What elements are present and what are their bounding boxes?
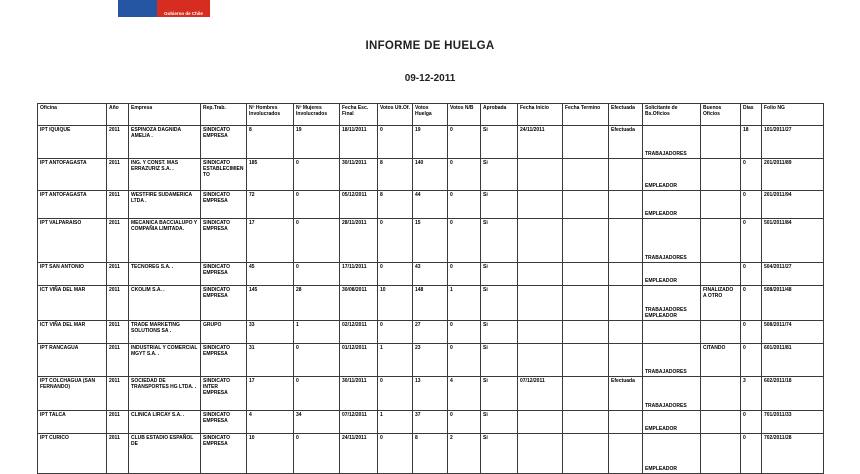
table-cell: 28/11/2011 [340, 219, 378, 263]
table-cell: 4 [247, 411, 294, 434]
table-cell: 1 [294, 321, 340, 344]
table-cell [609, 434, 643, 474]
table-cell: Si [481, 321, 518, 344]
table-cell: TRABAJADORES [643, 219, 701, 263]
table-cell [518, 434, 563, 474]
table-cell: SINDICATO EMPRESA [201, 219, 247, 263]
table-row [38, 377, 824, 411]
column-header-4: Rep.Trab. [201, 104, 247, 126]
table-cell: 701/2011/33 [762, 411, 824, 434]
table-cell: EMPLEADOR [643, 411, 701, 434]
table-cell [563, 377, 609, 411]
table-cell: CLUB ESTADIO ESPAÑOL DE [129, 434, 201, 474]
table-cell: 10 [247, 434, 294, 474]
table-cell [701, 321, 741, 344]
table-cell: INDUSTRIAL Y COMERCIAL MGYT S.A. . [129, 344, 201, 377]
table-cell: 44 [413, 191, 448, 219]
table-cell: TRABAJADORES [643, 377, 701, 411]
table-cell: 0 [448, 191, 481, 219]
table-cell: Si [481, 191, 518, 219]
table-cell: 0 [448, 263, 481, 286]
table-cell: 24/11/2011 [340, 434, 378, 474]
table-cell: IPT RANCAGUA [38, 344, 107, 377]
table-cell: Si [481, 411, 518, 434]
table-cell [609, 159, 643, 191]
table-cell: 501/2011/84 [762, 219, 824, 263]
table-cell: 185 [247, 159, 294, 191]
table-cell: ICT VIÑA DEL MAR [38, 286, 107, 321]
table-cell [609, 286, 643, 321]
table-cell [518, 286, 563, 321]
table-cell: SINDICATO EMPRESA [201, 344, 247, 377]
table-cell: IPT ANTOFAGASTA [38, 191, 107, 219]
table-cell: 31 [247, 344, 294, 377]
gobierno-de-chile-logo [118, 0, 210, 17]
table-cell: TRADE MARKETING SOLUTIONS SA . [129, 321, 201, 344]
table-cell: 72 [247, 191, 294, 219]
table-cell: CITANDO [701, 344, 741, 377]
table-cell: 2011 [107, 159, 129, 191]
table-cell [563, 159, 609, 191]
table-row [38, 286, 824, 321]
table-cell: 30/11/2011 [340, 377, 378, 411]
table-cell: 28 [294, 286, 340, 321]
table-cell: 07/12/2011 [518, 377, 563, 411]
table-cell: Efectuada [609, 126, 643, 159]
table-cell: GRUPO [201, 321, 247, 344]
table-cell: Efectuada [609, 377, 643, 411]
column-header-5: Nº Hombres Involucrados [247, 104, 294, 126]
column-header-8: Votos Ult.Of. [378, 104, 413, 126]
table-cell: 0 [448, 321, 481, 344]
table-cell: Si [481, 126, 518, 159]
table-cell [701, 377, 741, 411]
table-cell: 201/2011/94 [762, 191, 824, 219]
table-cell: 8 [378, 191, 413, 219]
table-cell: 0 [378, 321, 413, 344]
table-cell [518, 159, 563, 191]
table-cell: 33 [247, 321, 294, 344]
table-cell: 0 [294, 377, 340, 411]
table-cell: 2011 [107, 286, 129, 321]
table-cell: 702/2011/28 [762, 434, 824, 474]
table-cell [609, 344, 643, 377]
table-cell: 2011 [107, 263, 129, 286]
table-cell: EMPLEADOR [643, 159, 701, 191]
table-cell [563, 191, 609, 219]
table-cell [609, 219, 643, 263]
table-cell [518, 344, 563, 377]
table-cell: IPT CURICO [38, 434, 107, 474]
table-cell [563, 263, 609, 286]
table-cell: 24/11/2011 [518, 126, 563, 159]
column-header-17: Días [741, 104, 762, 126]
table-cell: 0 [378, 263, 413, 286]
logo-blue-square [118, 0, 157, 17]
table-cell: Si [481, 434, 518, 474]
table-cell: 0 [448, 126, 481, 159]
table-cell: IPT SAN ANTONIO [38, 263, 107, 286]
table-cell: 2011 [107, 377, 129, 411]
table-cell [518, 263, 563, 286]
table-cell: Si [481, 219, 518, 263]
table-cell: 15 [413, 219, 448, 263]
table-cell [609, 411, 643, 434]
table-cell: 145 [247, 286, 294, 321]
column-header-14: Efectuada [609, 104, 643, 126]
table-cell: WESTFIRE SUDAMERICA LTDA . [129, 191, 201, 219]
strike-report-table [37, 103, 824, 474]
table-cell: TRABAJADORES [643, 126, 701, 159]
table-cell: MECANICA BACCIALUPO Y COMPAÑIA LIMITADA. [129, 219, 201, 263]
column-header-16: Buenos Oficios [701, 104, 741, 126]
table-cell: 508/2011/74 [762, 321, 824, 344]
table-cell: TRABAJADORES [643, 344, 701, 377]
table-cell: 0 [741, 344, 762, 377]
table-cell: 0 [448, 411, 481, 434]
table-cell: Si [481, 344, 518, 377]
table-cell: ING. Y CONST. MAS ERRAZURIZ S.A. . [129, 159, 201, 191]
table-cell [518, 191, 563, 219]
table-cell: 8 [378, 159, 413, 191]
table-cell [701, 126, 741, 159]
table-cell: 602/2011/18 [762, 377, 824, 411]
table-cell: 19 [413, 126, 448, 159]
table-cell: 8 [413, 434, 448, 474]
table-cell: 0 [741, 159, 762, 191]
column-header-6: Nº Mujeres Involucrados [294, 104, 340, 126]
table-cell: 0 [741, 321, 762, 344]
table-cell: 18 [741, 126, 762, 159]
table-cell: EMPLEADOR [643, 263, 701, 286]
table-cell: IPT VALPARAISO [38, 219, 107, 263]
table-cell: 17/11/2011 [340, 263, 378, 286]
table-cell: 23 [413, 344, 448, 377]
table-cell [563, 219, 609, 263]
table-cell [609, 191, 643, 219]
table-cell: 2011 [107, 219, 129, 263]
table-cell: EMPLEADOR [643, 434, 701, 474]
table-cell: 0 [741, 263, 762, 286]
table-cell [701, 191, 741, 219]
table-cell: 34 [294, 411, 340, 434]
table-cell: 0 [378, 126, 413, 159]
table-cell [563, 344, 609, 377]
table-cell [701, 263, 741, 286]
table-cell: 2011 [107, 434, 129, 474]
table-cell: 2011 [107, 126, 129, 159]
table-cell: 43 [413, 263, 448, 286]
table-cell: 0 [294, 263, 340, 286]
table-cell: 0 [448, 159, 481, 191]
table-cell [563, 434, 609, 474]
table-header-row [38, 104, 824, 126]
table-cell: EMPLEADOR [643, 191, 701, 219]
table-cell: Si [481, 377, 518, 411]
table-cell: 0 [741, 286, 762, 321]
column-header-1: Oficina [38, 104, 107, 126]
table-cell: SOCIEDAD DE TRANSPORTES HG LTDA. . [129, 377, 201, 411]
table-cell: SINDICATO EMPRESA [201, 434, 247, 474]
table-cell: 30/11/2011 [340, 159, 378, 191]
table-cell [701, 434, 741, 474]
table-cell: CKOLIM S.A. . [129, 286, 201, 321]
column-header-10: Votos N/B [448, 104, 481, 126]
table-row [38, 344, 824, 377]
table-cell [701, 159, 741, 191]
table-cell: 0 [741, 411, 762, 434]
table-cell: Si [481, 263, 518, 286]
table-cell: 3 [741, 377, 762, 411]
table-cell: SINDICATO INTER EMPRESA [201, 377, 247, 411]
table-cell: 201/2011/89 [762, 159, 824, 191]
table-cell: 17 [247, 219, 294, 263]
column-header-11: Aprobada [481, 104, 518, 126]
table-cell: 01/12/2011 [340, 344, 378, 377]
table-cell: 0 [741, 191, 762, 219]
column-header-12: Fecha Inicio [518, 104, 563, 126]
table-cell: 45 [247, 263, 294, 286]
table-cell: 0 [294, 344, 340, 377]
table-cell: IPT COLCHAGUA (SAN FERNANDO) [38, 377, 107, 411]
table-cell: 1 [378, 344, 413, 377]
table-cell [563, 126, 609, 159]
table-cell: 30/08/2011 [340, 286, 378, 321]
page-title: INFORME DE HUELGA [365, 40, 495, 52]
table-cell [563, 286, 609, 321]
table-cell: TECNOREG S.A. . [129, 263, 201, 286]
table-cell: FINALIZADO A OTRO [701, 286, 741, 321]
table-cell: 0 [378, 434, 413, 474]
logo-red-banner [157, 0, 210, 17]
table-cell: SINDICATO EMPRESA [201, 126, 247, 159]
table-cell: 37 [413, 411, 448, 434]
table-cell: ICT VIÑA DEL MAR [38, 321, 107, 344]
table-cell: 17 [247, 377, 294, 411]
table-cell: 8 [247, 126, 294, 159]
table-row [38, 263, 824, 286]
table-cell: 0 [378, 377, 413, 411]
table-cell: 0 [378, 219, 413, 263]
table-row [38, 159, 824, 191]
table-cell: 19 [294, 126, 340, 159]
table-cell: 05/12/2011 [340, 191, 378, 219]
report-date: 09-12-2011 [404, 73, 456, 84]
table-cell: 0 [448, 344, 481, 377]
table-cell: 02/12/2011 [340, 321, 378, 344]
table-cell: 2011 [107, 344, 129, 377]
column-header-3: Empresa [129, 104, 201, 126]
table-cell: IPT ANTOFAGASTA [38, 159, 107, 191]
table-cell: 148 [413, 286, 448, 321]
column-header-15: Solicitante de Bs.Oficios [643, 104, 701, 126]
table-cell: 601/2011/81 [762, 344, 824, 377]
table-cell [563, 321, 609, 344]
table-cell [518, 411, 563, 434]
table-row [38, 126, 824, 159]
table-cell: SINDICATO EMPRESA [201, 286, 247, 321]
table-cell: 27 [413, 321, 448, 344]
table-cell: Si [481, 159, 518, 191]
column-header-7: Fecha Esc. Final [340, 104, 378, 126]
table-cell: SINDICATO EMPRESA [201, 411, 247, 434]
table-cell: 140 [413, 159, 448, 191]
table-cell: Si [481, 286, 518, 321]
table-cell: 1 [378, 411, 413, 434]
column-header-18: Folio NG [762, 104, 824, 126]
table-row [38, 411, 824, 434]
table-cell: CLINICA LIRCAY S.A. . [129, 411, 201, 434]
table-cell: 18/11/2011 [340, 126, 378, 159]
table-cell: 101/2011/27 [762, 126, 824, 159]
table-cell [609, 321, 643, 344]
table-cell: 2011 [107, 191, 129, 219]
table-cell: 07/12/2011 [340, 411, 378, 434]
table-cell: 508/2011/48 [762, 286, 824, 321]
table-cell: SINDICATO ESTABLECIMIENTO [201, 159, 247, 191]
table-cell: 504/2011/27 [762, 263, 824, 286]
table-cell: 2011 [107, 411, 129, 434]
table-cell: 10 [378, 286, 413, 321]
table-cell: 0 [294, 159, 340, 191]
table-cell: 13 [413, 377, 448, 411]
table-cell: 0 [294, 434, 340, 474]
table-row [38, 219, 824, 263]
column-header-2: Año [107, 104, 129, 126]
table-cell [563, 411, 609, 434]
table-cell: IPT IQUIQUE [38, 126, 107, 159]
table-cell: 1 [448, 286, 481, 321]
table-cell [609, 263, 643, 286]
table-cell: 2011 [107, 321, 129, 344]
table-cell: 0 [294, 191, 340, 219]
table-cell: 0 [294, 219, 340, 263]
table-cell: ESPINOZA DAGNIDA AMELIA . [129, 126, 201, 159]
table-cell: SINDICATO EMPRESA [201, 191, 247, 219]
table-cell: 0 [448, 219, 481, 263]
table-cell: IPT TALCA [38, 411, 107, 434]
table-cell: 0 [741, 219, 762, 263]
table-cell [518, 219, 563, 263]
table-row [38, 434, 824, 474]
table-cell: TRABAJADORES EMPLEADOR [643, 286, 701, 321]
table-cell [701, 219, 741, 263]
logo-text: Gobierno de Chile [164, 11, 203, 16]
table-cell [518, 321, 563, 344]
column-header-9: Votos Huelga [413, 104, 448, 126]
table-cell: SINDICATO EMPRESA [201, 263, 247, 286]
table-cell: 4 [448, 377, 481, 411]
table-cell [701, 411, 741, 434]
table-cell: 2 [448, 434, 481, 474]
column-header-13: Fecha Termino [563, 104, 609, 126]
table-cell: 0 [741, 434, 762, 474]
table-cell [643, 321, 701, 344]
table-row [38, 321, 824, 344]
table-row [38, 191, 824, 219]
